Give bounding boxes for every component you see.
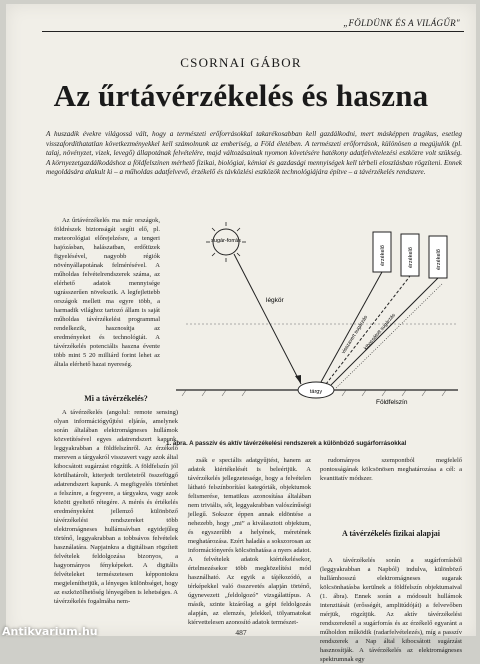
page-number: 487 bbox=[235, 628, 247, 637]
body-paragraph: A távérzékelés (angolul: remote sensing) olyan információgyűjtési eljárás, amelynek során általában elektromágneses hullámok közvetítésével egyes adatrendszert kapunk, leggyakrabban a földfelszínről. Az érzékelő mereven a tárgyakról visszavert vagy azok által kibocsátott sugárzást rögzítik. A földfelszín jól körülhatárolt, kiterjedt területeiről összefüggő adatrendszert kapunk. A megfigyelés történhet a felszínre, a fegyvere, a tárgyakra, vagy azok között gyeltető rétegére. A mérés és értékelés eredményeként jellemző különböző távérzékelési rendszereket több elektromágneses hullámsávban egyidejűleg történő, leggyakrabban a tobbsávos felvételek használatára. Napjainkra a digitálisan rögzített felvételek feldolgozása bizonyos, a hagyományos fényképeket. A digitális felvételeket természetesen képpontokra megjeleníthetjük, a lényeges különbséget, hogy az eszközölhetőség lényegében is lehetséges. A távérzékelés fogalmába nem- bbox=[54, 409, 178, 605]
path-label-reflected: visszavert sugárzás bbox=[340, 314, 369, 356]
body-paragraph: rudományos szempontból megfelelő pontosságának kölcsönösen meghatározása a cél: a kvantitatív módszer. bbox=[320, 457, 462, 482]
target-label: tárgy bbox=[309, 389, 323, 395]
sensor-1 bbox=[373, 232, 391, 272]
ground-label: Földfelszín bbox=[376, 399, 408, 406]
article-author: CSORNAI GÁBOR bbox=[180, 55, 302, 70]
sensor-label-3: érzékelő bbox=[436, 249, 442, 270]
incoming-ray-arrow bbox=[295, 375, 301, 384]
column-1-top bbox=[54, 216, 160, 388]
atmosphere-label: légkör bbox=[266, 297, 284, 304]
emitted-ray bbox=[326, 276, 410, 384]
body-paragraph: A távérzékelés során a sugárforrásból (leggyakrabban a Napból) indulva, különböző hullámhosszú elektromágneses sugarak kölcsönhatásba kerülnek a földfelszín objektumaival (1. ábra). Ennek során a módosult hullámok intenzitását (erősségét, amplitúdóját) a felvevőben mérjük, rögzítjük. Az aktív távérzékelési rendszereknél a sugárforrás és az érzékelő egyaránt a műholdon működik (radarfelvételezés), míg a passzív rendszerek a Nap által kibocsátott sugárzást hasznosítják. A távérzékelés az elektromágneses spektrumnak egy bbox=[320, 557, 462, 663]
article-lead bbox=[46, 130, 462, 178]
column-1 bbox=[54, 408, 178, 620]
incoming-ray bbox=[234, 254, 301, 384]
article-title: Az űrtávérzékelés és haszna bbox=[53, 78, 429, 113]
path-label-emitted: kibocsátott sugárzás bbox=[362, 312, 397, 352]
subheading-physical-basis: A távérzékelés fizikai alapjai bbox=[342, 529, 440, 538]
reflected-ray bbox=[321, 272, 382, 382]
body-paragraph: Az űrtávérzékelés ma már országok, földrészek biztonságát segíti elő, pl. meteorológiai előrejelzésre, a tengeri hajózásban, halászatban, erdőtüzek figyelésével, nagyobb régiók növényállapotának felmérésével. A műholdas felvételrendszerek száma, az elérhető adatok mennyisége ugrásszerűen növekszik. A legfejlettebb országok mellett ma egyre több, a harmadik világhoz tartozó állam is saját műholdas távérzékelési programmal rendelkezik, hasznosítja az eredményeket és technológiát. A távérzékelés potenciális haszna évente több mint 5 20 milliárd forint lehet az általa elérhető hazai nyereség. bbox=[54, 217, 160, 368]
sensor-label-2: érzékelő bbox=[408, 247, 414, 268]
header-rule bbox=[42, 31, 464, 32]
column-2 bbox=[188, 456, 311, 626]
figure-caption: 1. ábra. A passzív és aktív távérzékelési rendszerek a különböző sugárforrásokkal bbox=[166, 440, 407, 447]
body-paragraph: zsák e speciális adatgyűjtést, hanem az adatok kiértékelését is beleértjük. A távérzékelés jellegzetessége, hogy a felvételen látható felszínborítási kategóriák, objektumok felismerése, tematikus azonosítása általában nem triviális, sőt, leggyakrabban valószínűségi jellegű. Sokszor éppen annak eldöntése a nehezebb, hogy „mi” a kiválasztott objektum, és egyszerűbb a helyének, méretének meghatározása. Ezért haladás a sokszorosan az információnyerés kölcsönhatása a nyers adatot. A felvételek adatok kiértékelésekor, értelmezésekor több megközelítési mód használható. Az egyik a tájékozódó, a térképekkel való összevetés alapján történő, úgynevezett „feldolgozó” vizsgálattípus. A másik, szinte kizárólag a gépi feldolgozás alapján, az elemzés, jelekkel, tölyamatokat kiérvettelesen azonosító adatok természet- bbox=[188, 457, 311, 626]
source-label: sugár-forrás bbox=[211, 238, 241, 244]
magazine-page bbox=[6, 4, 476, 663]
sensor-2 bbox=[401, 234, 419, 276]
watermark: Antikvarium.hu bbox=[2, 625, 98, 638]
lead-paragraph: A huszadik évekre világossá vált, hogy a természeti erőforrásokkal takarékosabban kell gazdálkodni, mert másképpen tragikus, esetleg visszafordíthatatlan következményekkel kell számolnunk az emberiség, a Föld életében. A természeti erőforrások, különösen a megújulók (pl. talaj, növényzet, vizek, levegő) állapotának felvételére, majd változásainak nyomon követésére hatékony adatfelvételezési eszközre volt szükség. A környezetgazdálkodáshoz a földfelszínen mérhető fizikai, biológiai, kémiai és gazdasági mennyiségek kell térbeli eloszlásban rögzíteni. Ennek megoldására alakult ki – a műholdas adatfelvevő, érzékelő és távközlési eszközök technológiájára építve – a távérzékelés rendszere. bbox=[46, 130, 462, 177]
active-ray bbox=[331, 278, 438, 385]
remote-sensing-diagram bbox=[166, 204, 464, 440]
section-tag: „FÖLDÜNK ÉS A VILÁGŰR" bbox=[343, 18, 460, 28]
sensor-3 bbox=[429, 236, 447, 278]
subheading-what-is-remote-sensing: Mi a távérzékelés? bbox=[84, 394, 148, 403]
column-3-continued bbox=[320, 556, 462, 663]
sensor-label-1: érzékelő bbox=[380, 245, 386, 266]
